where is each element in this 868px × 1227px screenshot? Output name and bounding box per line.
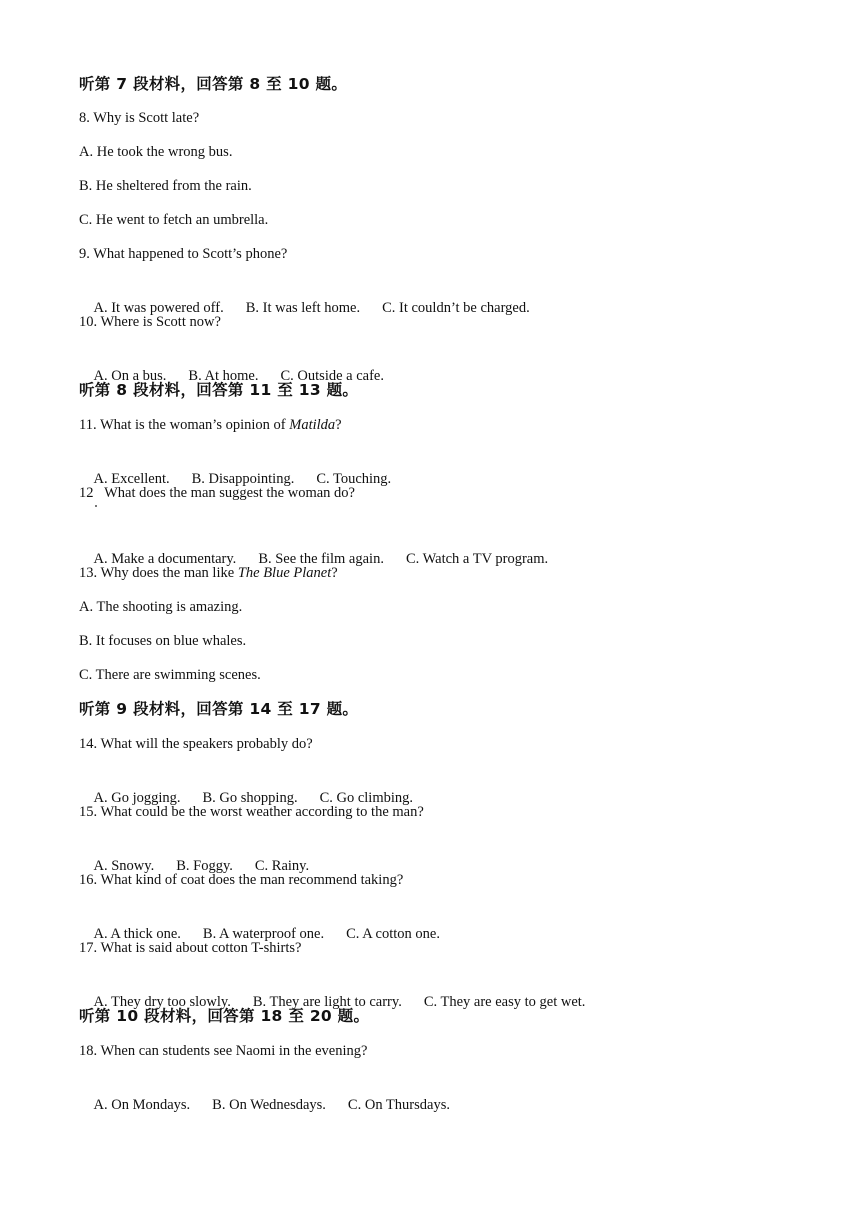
answer-option: A. Snowy. (93, 858, 155, 874)
answer-option: B. A waterproof one. (202, 926, 325, 942)
answer-option: A. On Mondays. (93, 1097, 191, 1113)
answer-option: C. It couldn’t be charged. (382, 300, 530, 316)
answer-option: B. Foggy. (176, 858, 233, 874)
answer-option: B. It focuses on blue whales. (79, 633, 247, 649)
answer-option: C. Outside a cafe. (280, 368, 384, 384)
section-heading: 听第 8 段材料，回答第 11 至 13 题。 (79, 381, 359, 399)
question-text: 10. Where is Scott now? (79, 314, 221, 330)
answer-option: B. On Wednesdays. (212, 1097, 326, 1113)
answer-option: C. Touching. (316, 471, 392, 487)
answer-option: A. They dry too slowly. (93, 994, 231, 1010)
answer-option: A. Make a documentary. (93, 551, 237, 567)
question-text: 12 What does the man suggest the woman do? (79, 485, 355, 501)
answer-option: A. Excellent. (93, 471, 170, 487)
question-text: 16. What kind of coat does the man recommend taking? (79, 872, 404, 888)
answer-option: C. A cotton one. (346, 926, 440, 942)
film-title: The Blue Planet (237, 565, 332, 581)
answer-option: C. There are swimming scenes. (79, 667, 261, 683)
question-text: 13. Why does the man like The Blue Planet? (79, 565, 338, 581)
film-title: Matilda (289, 417, 336, 433)
answer-option: C. On Thursdays. (347, 1097, 450, 1113)
answer-option: B. They are light to carry. (252, 994, 402, 1010)
answer-option: B. It was left home. (245, 300, 361, 316)
answer-option: B. Disappointing. (191, 471, 295, 487)
answer-option: C. Rainy. (254, 858, 310, 874)
answer-option: C. Go climbing. (319, 790, 414, 806)
question-text: 17. What is said about cotton T-shirts? (79, 940, 302, 956)
answer-option: A. Go jogging. (93, 790, 181, 806)
answer-option: B. He sheltered from the rain. (79, 178, 252, 194)
answer-option: B. At home. (188, 368, 259, 384)
question-text: 8. Why is Scott late? (79, 110, 200, 126)
answer-option: A. It was powered off. (93, 300, 224, 316)
question-text: 11. What is the woman’s opinion of Matilda? (79, 417, 342, 433)
section-heading: 听第 10 段材料，回答第 18 至 20 题。 (79, 1007, 370, 1025)
section-heading: 听第 7 段材料，回答第 8 至 10 题。 (79, 75, 348, 93)
answer-option: A. The shooting is amazing. (79, 599, 243, 615)
scan-speck (95, 505, 97, 507)
answer-option: B. See the film again. (258, 551, 384, 567)
question-text: 9. What happened to Scott’s phone? (79, 246, 288, 262)
answer-option: C. He went to fetch an umbrella. (79, 212, 269, 228)
answer-option: A. He took the wrong bus. (79, 144, 233, 160)
question-text: 18. When can students see Naomi in the evening? (79, 1043, 368, 1059)
section-heading: 听第 9 段材料，回答第 14 至 17 题。 (79, 700, 359, 718)
question-text: 15. What could be the worst weather according to the man? (79, 804, 424, 820)
question-text: 14. What will the speakers probably do? (79, 736, 313, 752)
answer-option: C. Watch a TV program. (405, 551, 549, 567)
answer-option: C. They are easy to get wet. (423, 994, 586, 1010)
answer-option: A. A thick one. (93, 926, 181, 942)
answer-option: B. Go shopping. (202, 790, 298, 806)
options-row (79, 1075, 450, 1135)
answer-option: A. On a bus. (93, 368, 167, 384)
